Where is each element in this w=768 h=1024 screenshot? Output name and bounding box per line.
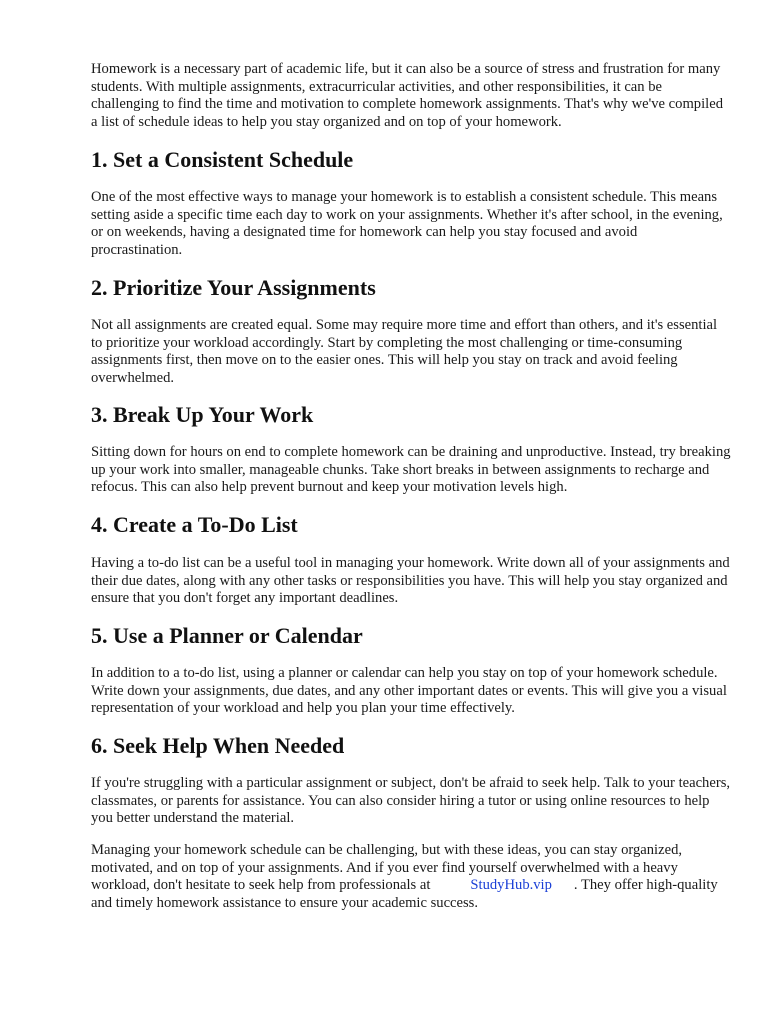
section-2-body: Not all assignments are created equal. Some may require more time and effort than others, and it's essential to prioritize your workload accordingly. Start by completing the most challenging or time-consuming assignments first, then move on to the easier ones. This will help you stay on track and avoid feeling overwhelmed.: [91, 317, 718, 386]
section-4-body: Having a to-do list can be a useful tool in managing your homework. Write down all of your assignments and their due dates, along with any other tasks or responsibilities you have. This will help you stay organized and ensure that you don't forget any important deadlines.: [91, 555, 730, 607]
intro-paragraph: Homework is a necessary part of academic life, but it can also be a source of stress and frustration for many students. With multiple assignments, extracurricular activities, and other responsibilities, it can be challenging to find the time and motivation to complete homework assignments. That's why we've compiled a list of schedule ideas to help you stay organized and on top of your homework.: [91, 61, 723, 130]
section-3-body: Sitting down for hours on end to complete homework can be draining and unproductive. Instead, try breaking up your work into smaller, manageable chunks. Take short breaks in between assignments to recharge and refocus. This can also help prevent burnout and keep your motivation levels high.: [91, 444, 731, 496]
section-2-heading: 2. Prioritize Your Assignments: [91, 275, 376, 300]
section-1-heading: 1. Set a Consistent Schedule: [91, 147, 354, 172]
section-6-heading: 6. Seek Help When Needed: [91, 733, 345, 758]
closing-paragraph: [91, 842, 731, 912]
section-5-heading: 5. Use a Planner or Calendar: [91, 623, 363, 648]
closing-text-after-link: . They offer high-quality and timely homework assistance to ensure your academic success.: [91, 877, 718, 911]
studyhub-link[interactable]: StudyHub.vip: [470, 877, 552, 894]
section-5-body: In addition to a to-do list, using a planner or calendar can help you stay on top of your homework schedule. Write down your assignments, due dates, and any other important dates or events. This will give you a visual representation of your workload and help you plan your time effectively.: [91, 665, 727, 717]
section-1-body: One of the most effective ways to manage your homework is to establish a consistent schedule. This means setting aside a specific time each day to work on your assignments. Whether it's after school, in the evening, or on weekends, having a designated time for homework can help you stay focused and avoid procrastination.: [91, 189, 723, 258]
section-4-heading: 4. Create a To-Do List: [91, 512, 298, 537]
section-6-body: If you're struggling with a particular assignment or subject, don't be afraid to seek help. Talk to your teachers, classmates, or parents for assistance. You can also consider hiring a tutor or using online resources to help you better understand the material.: [91, 775, 731, 827]
section-3-heading: 3. Break Up Your Work: [91, 402, 314, 427]
closing-text-before-link: Managing your homework schedule can be challenging, but with these ideas, you can stay organized, motivated, and on top of your assignments. And if you ever find yourself overwhelmed with a heavy workload, don't hesitate to seek help from professionals at: [91, 842, 683, 894]
